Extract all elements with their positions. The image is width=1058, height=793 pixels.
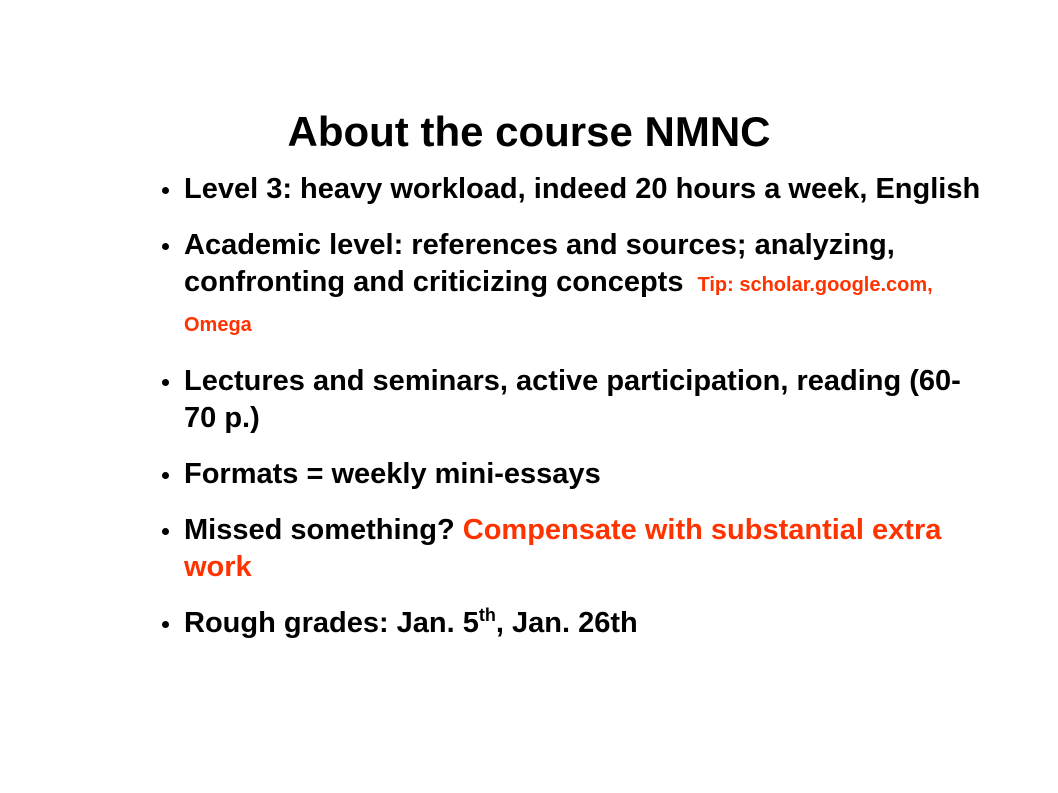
bullet-item-academic-level [162, 227, 982, 344]
bullet-dot-icon [162, 621, 169, 628]
bullet-text: Formats = weekly mini-essays [184, 458, 601, 490]
bullet-dot-icon [162, 379, 169, 386]
slide-title: About the course NMNC [287, 108, 771, 155]
bullet-text: Missed something? [184, 514, 455, 546]
bullet-item-workload [162, 171, 982, 208]
bullet-item-formats [162, 456, 982, 493]
bullet-dot-icon [162, 243, 169, 250]
bullet-text: Rough grades: Jan. 5 [184, 607, 479, 639]
highlight-text: Compensate with substantial extra work [184, 514, 942, 583]
bullet-dot-icon [162, 472, 169, 479]
bullet-text: Level 3: heavy workload, indeed 20 hours a week, English [184, 173, 981, 205]
bullet-list [162, 171, 982, 661]
bullet-item-lectures [162, 363, 982, 437]
bullet-text-after: , Jan. 26th [495, 607, 638, 639]
bullet-item-rough-grades [162, 605, 982, 642]
bullet-text: Academic level: references and sources; analyzing, confronting and criticizing concepts [184, 229, 895, 298]
date-superscript: th [478, 605, 496, 625]
bullet-item-missed-something [162, 512, 982, 586]
bullet-dot-icon [162, 187, 169, 194]
bullet-text: Lectures and seminars, active participation, reading (60-70 p.) [184, 365, 961, 434]
bullet-dot-icon [162, 528, 169, 535]
tip-note: Tip: scholar.google.com, Omega [184, 274, 933, 336]
